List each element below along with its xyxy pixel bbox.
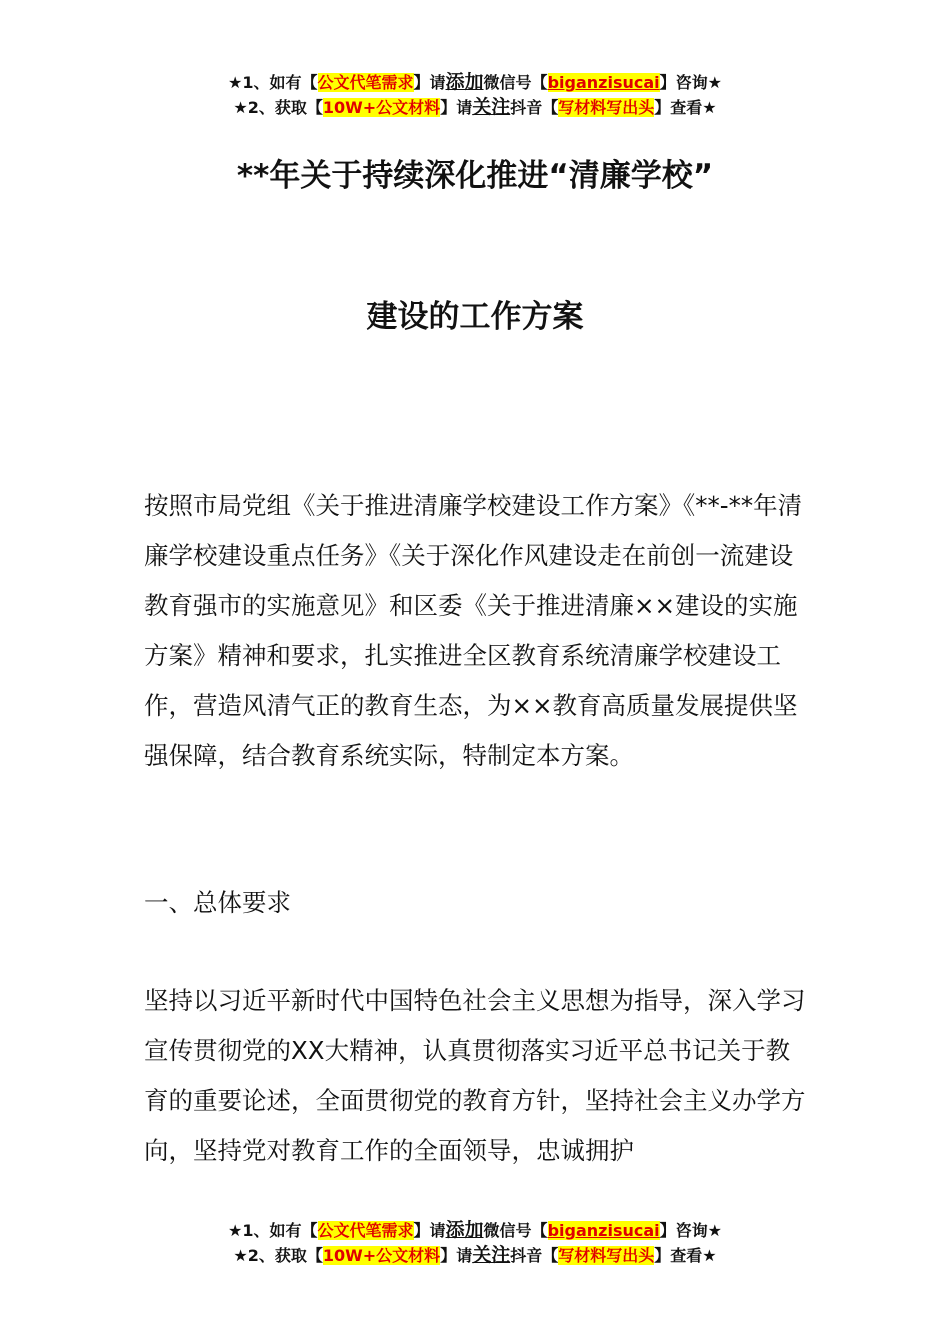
body-paragraph-requirements: 坚持以习近平新时代中国特色社会主义思想为指导，深入学习宣传贯彻党的XX大精神，认真贯彻落实习近平总书记关于教育的重要论述，全面贯彻党的教育方针，坚持社会主义办学方向，坚持党对教育工作的全面领导，忠诚拥护 xyxy=(144,986,806,1165)
promo-text: 】查看★ xyxy=(654,98,717,117)
promo-text: 】请 xyxy=(440,1246,473,1265)
promo-text: 】请 xyxy=(413,1221,446,1240)
promo-emphasis: 关注 xyxy=(472,96,511,118)
promo-wechat-id: biganzisucai xyxy=(547,73,660,92)
promo-text: 】查看★ xyxy=(654,1246,717,1265)
promo-line-1 xyxy=(0,1218,950,1243)
promo-emphasis: 添加 xyxy=(445,1219,484,1241)
promo-text: 】请 xyxy=(440,98,473,117)
promo-banner-top xyxy=(0,70,950,120)
promo-highlight: 10W+公文材料 xyxy=(322,98,441,117)
body-paragraph-intro: 按照市局党组《关于推进清廉学校建设工作方案》《**-**年清廉学校建设重点任务》《关于深化作风建设走在前创一流建设教育强市的实施意见》和区委《关于推进清廉××建设的实施方案》精神和要求，扎实推进全区教育系统清廉学校建设工作，营造风清气正的教育生态，为××教育高质量发展提供坚强保障，结合教育系统实际，特制定本方案。 xyxy=(144,491,803,770)
promo-emphasis: 关注 xyxy=(472,1244,511,1266)
promo-line-2 xyxy=(0,95,950,120)
promo-line-2 xyxy=(0,1243,950,1268)
promo-highlight: 公文代笔需求 xyxy=(317,73,414,92)
document-title-line-1: **年关于持续深化推进“清廉学校” xyxy=(236,158,714,194)
promo-douyin-id: 写材料写出头 xyxy=(558,1246,655,1265)
document-title-line-2: 建设的工作方案 xyxy=(366,299,584,335)
promo-wechat-id: biganzisucai xyxy=(547,1221,660,1240)
promo-highlight: 10W+公文材料 xyxy=(322,1246,441,1265)
promo-text: ★2、获取【 xyxy=(233,1246,323,1265)
promo-line-1 xyxy=(0,70,950,95)
promo-text: ★1、如有【 xyxy=(228,73,318,92)
promo-emphasis: 添加 xyxy=(445,71,484,93)
promo-text: 微信号【 xyxy=(483,73,548,92)
promo-text: ★2、获取【 xyxy=(233,98,323,117)
promo-text: 抖音【 xyxy=(510,1246,559,1265)
promo-banner-bottom xyxy=(0,1218,950,1268)
promo-text: 】咨询★ xyxy=(659,73,722,92)
promo-text: 微信号【 xyxy=(483,1221,548,1240)
promo-text: 】咨询★ xyxy=(659,1221,722,1240)
promo-highlight: 公文代笔需求 xyxy=(317,1221,414,1240)
promo-douyin-id: 写材料写出头 xyxy=(558,98,655,117)
promo-text: 抖音【 xyxy=(510,98,559,117)
promo-text: ★1、如有【 xyxy=(228,1221,318,1240)
section-heading: 一、总体要求 xyxy=(144,888,291,917)
promo-text: 】请 xyxy=(413,73,446,92)
